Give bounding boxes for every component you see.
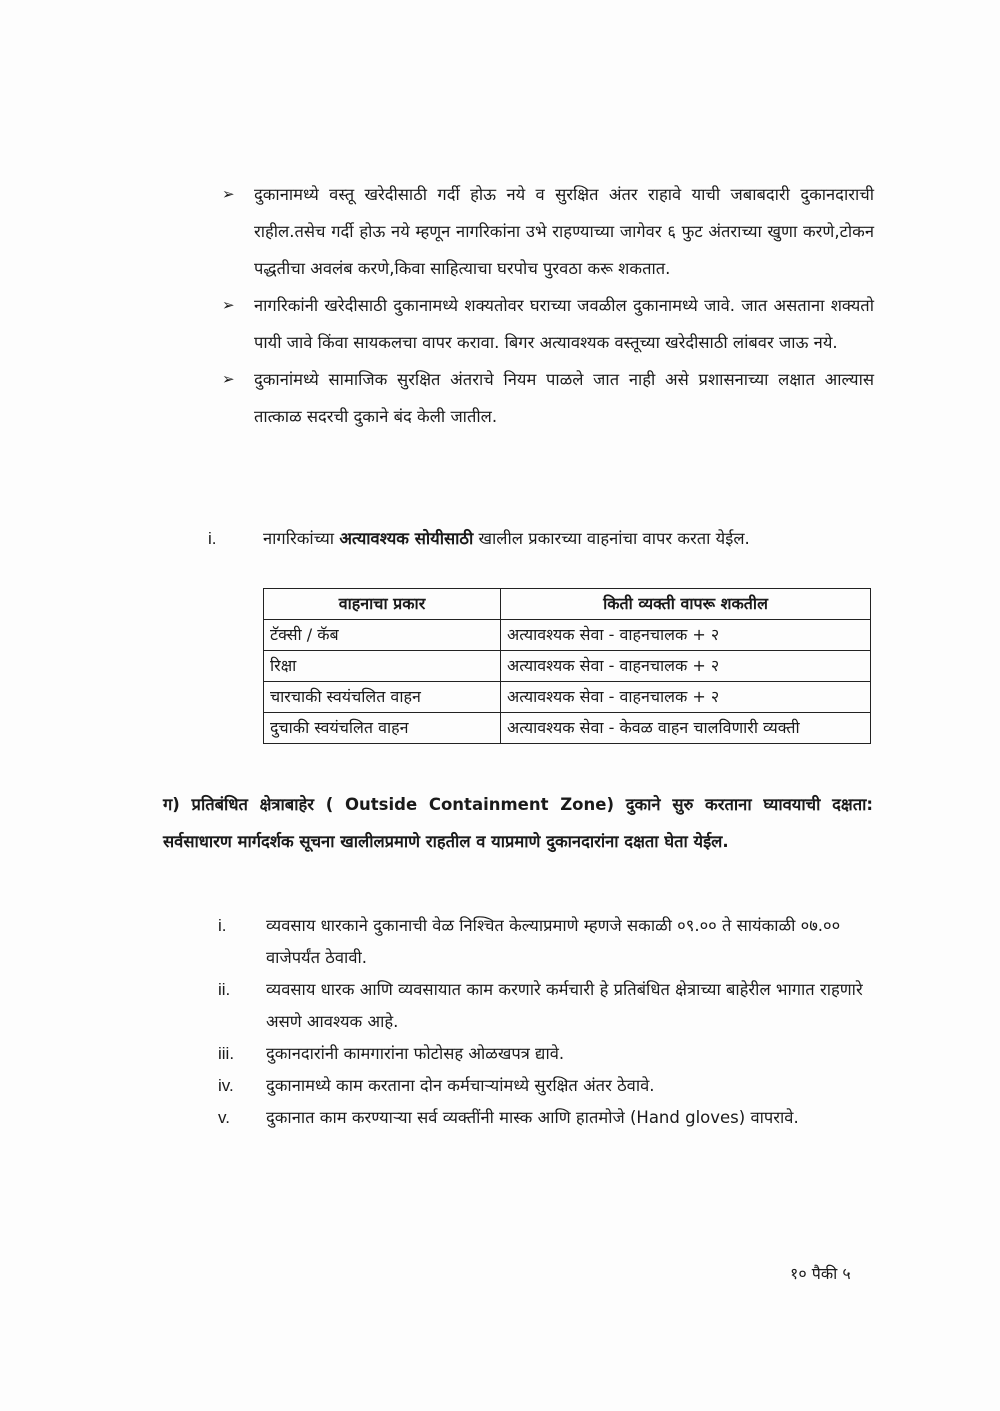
bullet-text: नागरिकांनी खरेदीसाठी दुकानामध्ये शक्यतोवर घराच्या जवळील दुकानामध्ये जावे. जात असताना शक्यतो पायी जावे किंवा सायकलचा वापर करावा. बिगर अत्यावश्यक वस्तूच्या खरेदीसाठी लांबवर जाऊ नये. [254,296,874,352]
list-item [218,1070,874,1102]
list-item [218,1102,874,1134]
table-row [264,682,871,713]
table-cell: रिक्षा [264,651,501,682]
intro-bold-text: अत्यावश्यक सोयीसाठी [339,529,474,548]
table-row [264,620,871,651]
section-text [263,522,872,556]
table-cell: दुचाकी स्वयंचलित वाहन [264,713,501,744]
list-item [218,974,874,1038]
intro-text: नागरिकांच्या [263,529,340,548]
item-number: iv. [218,1076,234,1095]
vehicle-intro [208,522,872,556]
table-row [264,713,871,744]
bullet-text: दुकानामध्ये वस्तू खरेदीसाठी गर्दी होऊ नये व सुरक्षित अंतर राहावे याची जबाबदारी दुकानदाराची राहील.तसेच गर्दी होऊ नये म्हणून नागरिकांना उभे राहण्याच्या जागेवर ६ फुट अंतराच्या खुणा करणे,टोकन पद्धतीचा अवलंब करणे,किवा साहित्याचा घरपोच पुरवठा करू शकतात. [254,185,874,278]
table-cell: अत्यावश्यक सेवा - वाहनचालक + २ [501,620,871,651]
table-header-row [264,589,871,620]
intro-text-end: खालील प्रकारच्या वाहनांचा वापर करता येईल. [473,529,750,548]
bullet-item [222,287,874,361]
section-number: i. [208,529,217,548]
table-row [264,651,871,682]
table-cell: अत्यावश्यक सेवा - वाहनचालक + २ [501,651,871,682]
vehicle-table [263,588,871,744]
item-number: i. [218,916,227,935]
table-header: किती व्यक्ती वापरू शकतील [501,589,871,620]
arrow-bullet-icon: ➢ [222,296,235,314]
list-item [218,1038,874,1070]
page-number: १० पैकी ५ [790,1264,851,1283]
table-cell: चारचाकी स्वयंचलित वाहन [264,682,501,713]
arrow-bullet-icon: ➢ [222,370,235,388]
arrow-bullet-icon: ➢ [222,185,235,203]
list-item [218,910,874,974]
vehicle-section [208,522,872,556]
bullet-item [222,176,874,287]
table-cell: अत्यावश्यक सेवा - केवळ वाहन चालविणारी व्यक्ती [501,713,871,744]
bullet-text: दुकानांमध्ये सामाजिक सुरक्षित अंतराचे नियम पाळले जात नाही असे प्रशासनाच्या लक्षात आल्यास तात्काळ सदरची दुकाने बंद केली जातील. [254,370,874,426]
item-text: व्यवसाय धारकाने दुकानाची वेळ निश्चित केल्याप्रमाणे म्हणजे सकाळी ०९.०० ते सायंकाळी ०७.०० वाजेपर्यंत ठेवावी. [266,916,841,967]
bullet-item [222,361,874,435]
table-cell: टॅक्सी / कॅब [264,620,501,651]
section-heading: ग) प्रतिबंधित क्षेत्राबाहेर ( Outside Containment Zone) दुकाने सुरु करताना घ्यावयाची दक्षता: सर्वसाधारण मार्गदर्शक सूचना खालीलप्रमाणे राहतील व याप्रमाणे दुकानदारांना दक्षता घेता येईल. [163,795,873,851]
item-text: दुकानात काम करण्याऱ्या सर्व व्यक्तींनी मास्क आणि हातमोजे (Hand gloves) वापरावे. [266,1108,799,1127]
table-header: वाहनाचा प्रकार [264,589,501,620]
item-text: दुकानदारांनी कामगारांना फोटोसह ओळखपत्र द्यावे. [266,1044,565,1063]
item-text: दुकानामध्ये काम करताना दोन कर्मचाऱ्यांमध्ये सुरक्षित अंतर ठेवावे. [266,1076,655,1095]
table-cell: अत्यावश्यक सेवा - वाहनचालक + २ [501,682,871,713]
item-text: व्यवसाय धारक आणि व्यवसायात काम करणारे कर्मचारी हे प्रतिबंधित क्षेत्राच्या बाहेरील भागात राहणारे असणे आवश्यक आहे. [266,980,863,1031]
guideline-list [218,910,874,1134]
item-number: iii. [218,1044,235,1063]
item-number: ii. [218,980,231,999]
bullet-list [222,176,874,435]
item-number: v. [218,1108,230,1127]
